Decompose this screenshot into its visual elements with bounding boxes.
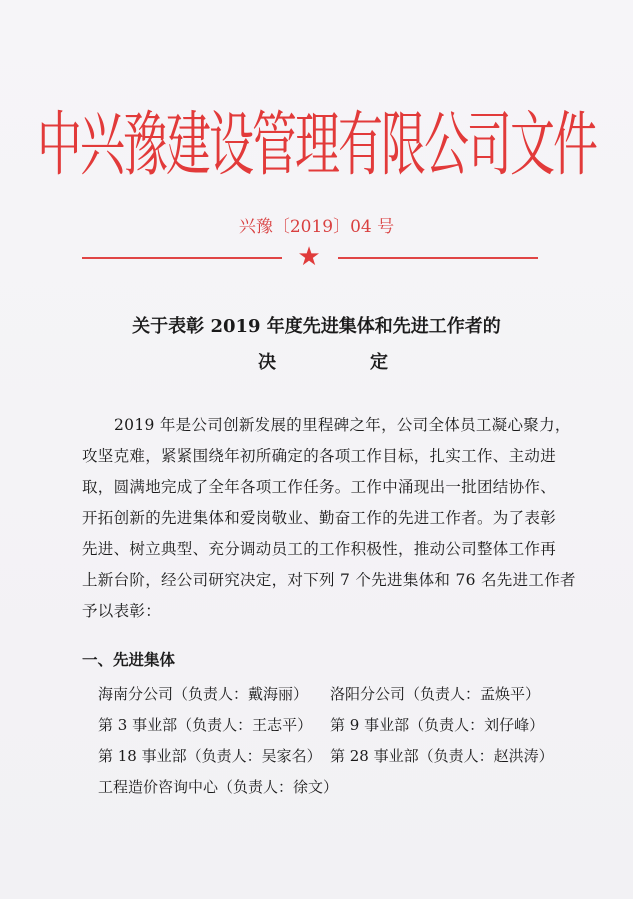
body-line: 先进、树立典型、充分调动员工的工作积极性，推动公司整体工作再 [82,540,557,558]
decision-subtitle [258,348,388,374]
group-entry: 第 9 事业部（负责人：刘仔峰） [330,716,545,734]
group-entry [330,772,558,803]
list-item [98,679,558,710]
decision-subtitle-right: 定 [370,352,388,373]
decision-title: 关于表彰 2019 年度先进集体和先进工作者的 [132,316,501,337]
section-heading-advanced-groups: 一、先进集体 [82,650,176,669]
body-line: 开拓创新的先进集体和爱岗敬业、勤奋工作的先进工作者。为了表彰 [82,509,557,527]
body-line: 2019 年是公司创新发展的里程碑之年，公司全体员工凝心聚力， [114,416,571,434]
group-entry: 第 28 事业部（负责人：赵洪涛） [330,747,554,765]
body-line: 予以表彰： [82,602,162,620]
body-line: 攻坚克难，紧紧围绕年初所确定的各项工作目标，扎实工作、主动进 [82,447,557,465]
group-entry: 工程造价咨询中心（负责人：徐文） [98,778,339,796]
decision-subtitle-left: 决 [258,352,276,373]
red-divider-left [82,257,282,259]
document-number: 兴豫〔2019〕04 号 [238,217,395,237]
list-item [98,741,558,772]
group-entry: 海南分公司（负责人：戴海丽） [98,685,309,703]
group-entry: 第 3 事业部（负责人：王志平） [98,716,313,734]
body-paragraph [82,410,576,627]
group-entry: 洛阳分公司（负责人：孟焕平） [330,685,541,703]
body-line: 取，圆满地完成了全年各项工作任务。工作中涌现出一批团结协作、 [82,478,557,496]
red-divider-right [338,257,538,259]
star-icon: ★ [297,242,321,272]
advanced-group-list [98,679,558,803]
document-header-title: 中兴豫建设管理有限公司文件 [36,103,596,186]
list-item [98,710,558,741]
group-entry: 第 18 事业部（负责人：吴家名） [98,747,322,765]
body-line: 上新台阶，经公司研究决定，对下列 7 个先进集体和 76 名先进工作者 [82,571,576,589]
list-item [98,772,558,803]
